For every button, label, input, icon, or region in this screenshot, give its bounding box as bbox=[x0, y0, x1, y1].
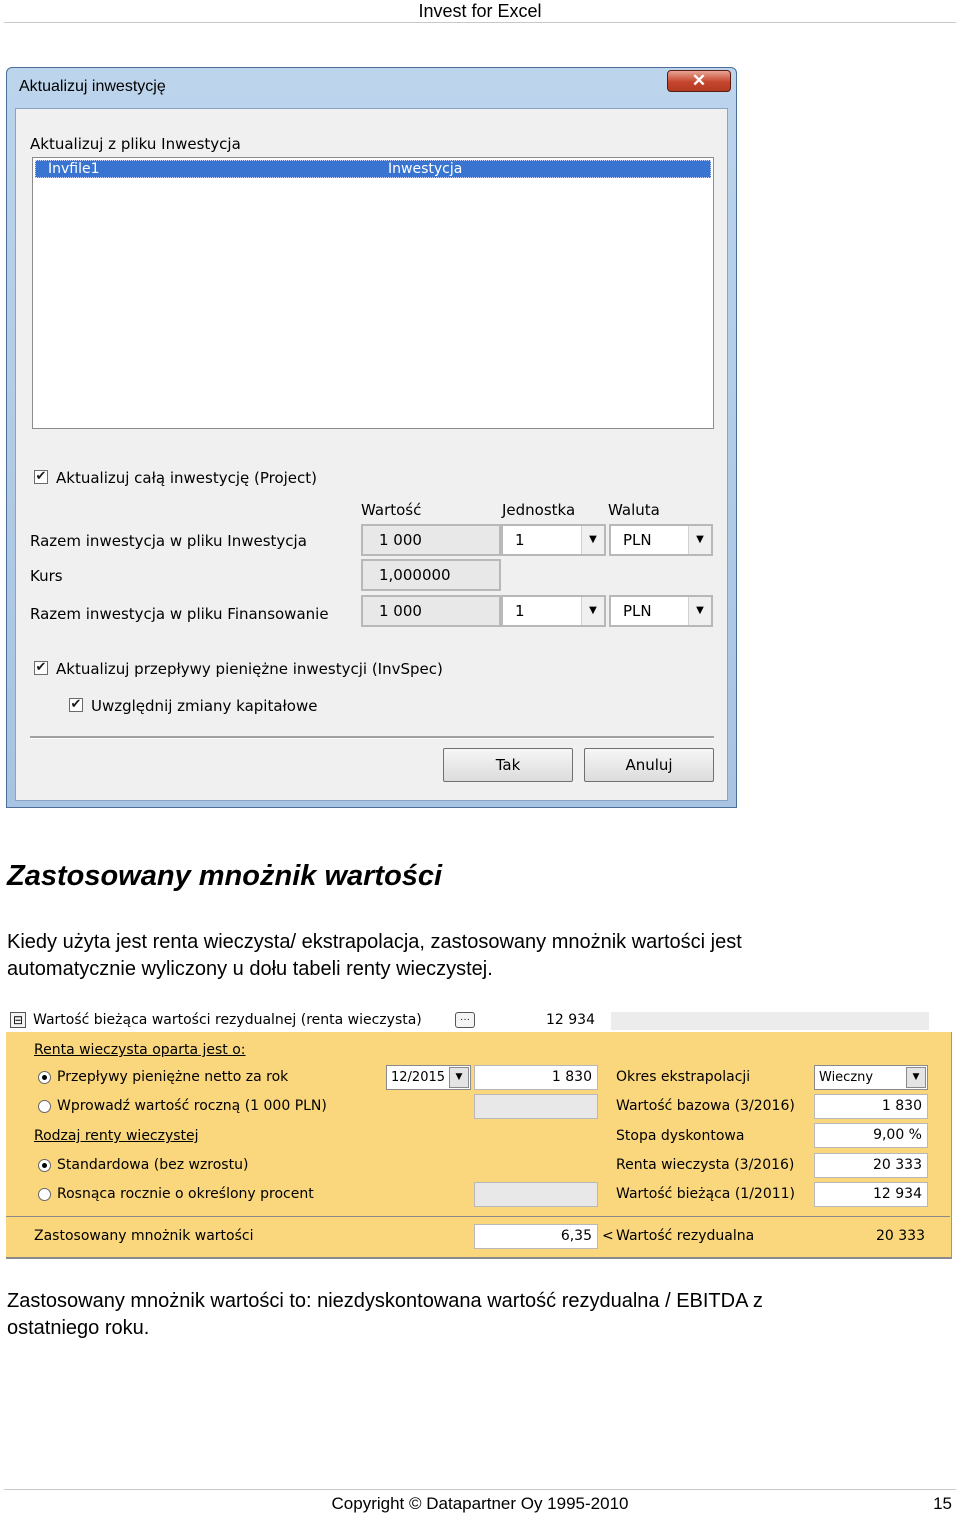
extrapolation-value: Wieczny bbox=[819, 1070, 874, 1085]
rate-value: 1,000000 bbox=[361, 559, 501, 591]
list-item[interactable] bbox=[35, 160, 711, 178]
extrapolation-label: Okres ekstrapolacji bbox=[616, 1069, 751, 1085]
growth-value-cell[interactable] bbox=[474, 1182, 598, 1207]
chevron-down-icon: ▼ bbox=[581, 526, 604, 554]
update-investment-dialog bbox=[6, 67, 737, 808]
section-heading: Zastosowany mnożnik wartości bbox=[7, 860, 443, 892]
update-project-label: Aktualizuj całą inwestycję (Project) bbox=[56, 469, 318, 487]
period-select[interactable] bbox=[386, 1065, 471, 1090]
close-button[interactable] bbox=[667, 70, 731, 92]
multiplier-label: Zastosowany mnożnik wartości bbox=[34, 1228, 254, 1244]
multiplier-cell: 6,35 bbox=[474, 1224, 598, 1249]
paragraph-2-line-2: ostatniego roku. bbox=[7, 1317, 150, 1339]
financing-currency-value: PLN bbox=[623, 602, 652, 620]
include-capital-label: Uwzględnij zmiany kapitałowe bbox=[91, 697, 318, 715]
checkmark-icon: ✔ bbox=[70, 697, 82, 712]
radio-standard[interactable] bbox=[38, 1159, 51, 1172]
chevron-down-icon: ▼ bbox=[581, 597, 604, 625]
financing-total-value: 1 000 bbox=[361, 595, 501, 627]
extrapolation-select[interactable] bbox=[814, 1065, 928, 1090]
chevron-down-icon: ▼ bbox=[449, 1067, 469, 1088]
type-label: Rodzaj renty wieczystej bbox=[34, 1128, 199, 1144]
radio-growing-label: Rosnąca rocznie o określony procent bbox=[57, 1186, 314, 1202]
update-cashflow-label: Aktualizuj przepływy pieniężne inwestycji (InvSpec) bbox=[56, 660, 443, 678]
financing-total-label: Razem inwestycja w pliku Finansowanie bbox=[30, 605, 329, 623]
update-cashflow-checkbox[interactable] bbox=[34, 661, 48, 675]
col-header-unit: Jednostka bbox=[502, 501, 576, 519]
header-gray-cell bbox=[611, 1012, 929, 1030]
paragraph-1-line-1: Kiedy użyta jest renta wieczysta/ ekstrapolacja, zastosowany mnożnik wartości jest bbox=[7, 931, 742, 953]
basis-label: Renta wieczysta oparta jest o: bbox=[34, 1042, 246, 1058]
investment-total-value: 1 000 bbox=[361, 524, 501, 556]
discount-rate-label: Stopa dyskontowa bbox=[616, 1128, 745, 1144]
cancel-button[interactable]: Anuluj bbox=[584, 748, 714, 782]
collapse-icon[interactable]: ⊟ bbox=[10, 1012, 26, 1028]
dialog-title: Aktualizuj inwestycję bbox=[19, 78, 166, 95]
chevron-down-icon: ▼ bbox=[688, 597, 711, 625]
footer-copyright: Copyright © Datapartner Oy 1995-2010 bbox=[331, 1494, 629, 1513]
panel-title-bar bbox=[6, 1009, 952, 1032]
col-header-currency: Waluta bbox=[608, 501, 660, 519]
radio-growing[interactable] bbox=[38, 1188, 51, 1201]
list-item-sheet: Inwestycja bbox=[388, 161, 463, 177]
base-value-label: Wartość bazowa (3/2016) bbox=[616, 1098, 795, 1114]
annual-value-cell[interactable] bbox=[474, 1094, 598, 1119]
paragraph-2-line-1: Zastosowany mnożnik wartości to: niezdyskontowana wartość rezydualna / EBITDA z bbox=[7, 1290, 763, 1312]
panel-body bbox=[6, 1032, 952, 1259]
investment-currency-value: PLN bbox=[623, 531, 652, 549]
radio-annual[interactable] bbox=[38, 1100, 51, 1113]
file-listbox[interactable] bbox=[32, 157, 714, 429]
include-capital-checkbox[interactable] bbox=[69, 698, 83, 712]
chevron-down-icon: ▼ bbox=[906, 1067, 926, 1088]
rate-label: Kurs bbox=[30, 567, 63, 585]
header-rule bbox=[4, 22, 956, 23]
present-value-label: Wartość bieżąca (1/2011) bbox=[616, 1186, 795, 1202]
panel-title-value: 12 934 bbox=[546, 1012, 595, 1028]
perpetuity-cell: 20 333 bbox=[814, 1153, 928, 1178]
financing-currency-select[interactable] bbox=[609, 595, 713, 627]
radio-standard-label: Standardowa (bez wzrostu) bbox=[57, 1157, 249, 1173]
investment-total-label: Razem inwestycja w pliku Inwestycja bbox=[30, 532, 307, 550]
investment-unit-select[interactable] bbox=[501, 524, 606, 556]
cashflow-value-cell[interactable]: 1 830 bbox=[474, 1065, 598, 1090]
list-item-file: Invfile1 bbox=[48, 161, 100, 177]
perpetuity-panel bbox=[6, 1009, 952, 1259]
list-label: Aktualizuj z pliku Inwestycja bbox=[30, 135, 241, 153]
present-value-cell: 12 934 bbox=[814, 1182, 928, 1207]
checkmark-icon: ✔ bbox=[35, 469, 47, 484]
chevron-down-icon: ▼ bbox=[688, 526, 711, 554]
ellipsis-button[interactable]: ··· bbox=[455, 1012, 475, 1028]
residual-value: 20 333 bbox=[876, 1228, 925, 1244]
paragraph-1-line-2: automatycznie wyliczony u dołu tabeli renty wieczystej. bbox=[7, 958, 493, 980]
financing-unit-value: 1 bbox=[515, 602, 525, 620]
radio-cashflow-label: Przepływy pieniężne netto za rok bbox=[57, 1069, 289, 1085]
page-number: 15 bbox=[933, 1494, 952, 1513]
radio-annual-label: Wprowadź wartość roczną (1 000 PLN) bbox=[57, 1098, 327, 1114]
discount-rate-cell[interactable]: 9,00 % bbox=[814, 1123, 928, 1148]
ok-button[interactable]: Tak bbox=[443, 748, 573, 782]
period-value: 12/2015 bbox=[391, 1070, 446, 1085]
panel-title: Wartość bieżąca wartości rezydualnej (renta wieczysta) bbox=[33, 1012, 422, 1028]
dialog-client-area bbox=[15, 108, 728, 801]
base-value-cell: 1 830 bbox=[814, 1094, 928, 1119]
less-than-sign: < bbox=[602, 1228, 614, 1244]
checkmark-icon: ✔ bbox=[35, 660, 47, 675]
col-header-value: Wartość bbox=[361, 501, 422, 519]
radio-cashflow[interactable] bbox=[38, 1071, 51, 1084]
close-icon: ✕ bbox=[691, 71, 707, 90]
page-header: Invest for Excel bbox=[418, 1, 542, 21]
investment-unit-value: 1 bbox=[515, 531, 525, 549]
investment-currency-select[interactable] bbox=[609, 524, 713, 556]
panel-separator bbox=[6, 1216, 950, 1217]
residual-label: Wartość rezydualna bbox=[616, 1228, 755, 1244]
footer-rule bbox=[4, 1489, 956, 1490]
update-project-checkbox[interactable] bbox=[34, 470, 48, 484]
financing-unit-select[interactable] bbox=[501, 595, 606, 627]
dialog-separator bbox=[30, 736, 714, 739]
perpetuity-label: Renta wieczysta (3/2016) bbox=[616, 1157, 795, 1173]
